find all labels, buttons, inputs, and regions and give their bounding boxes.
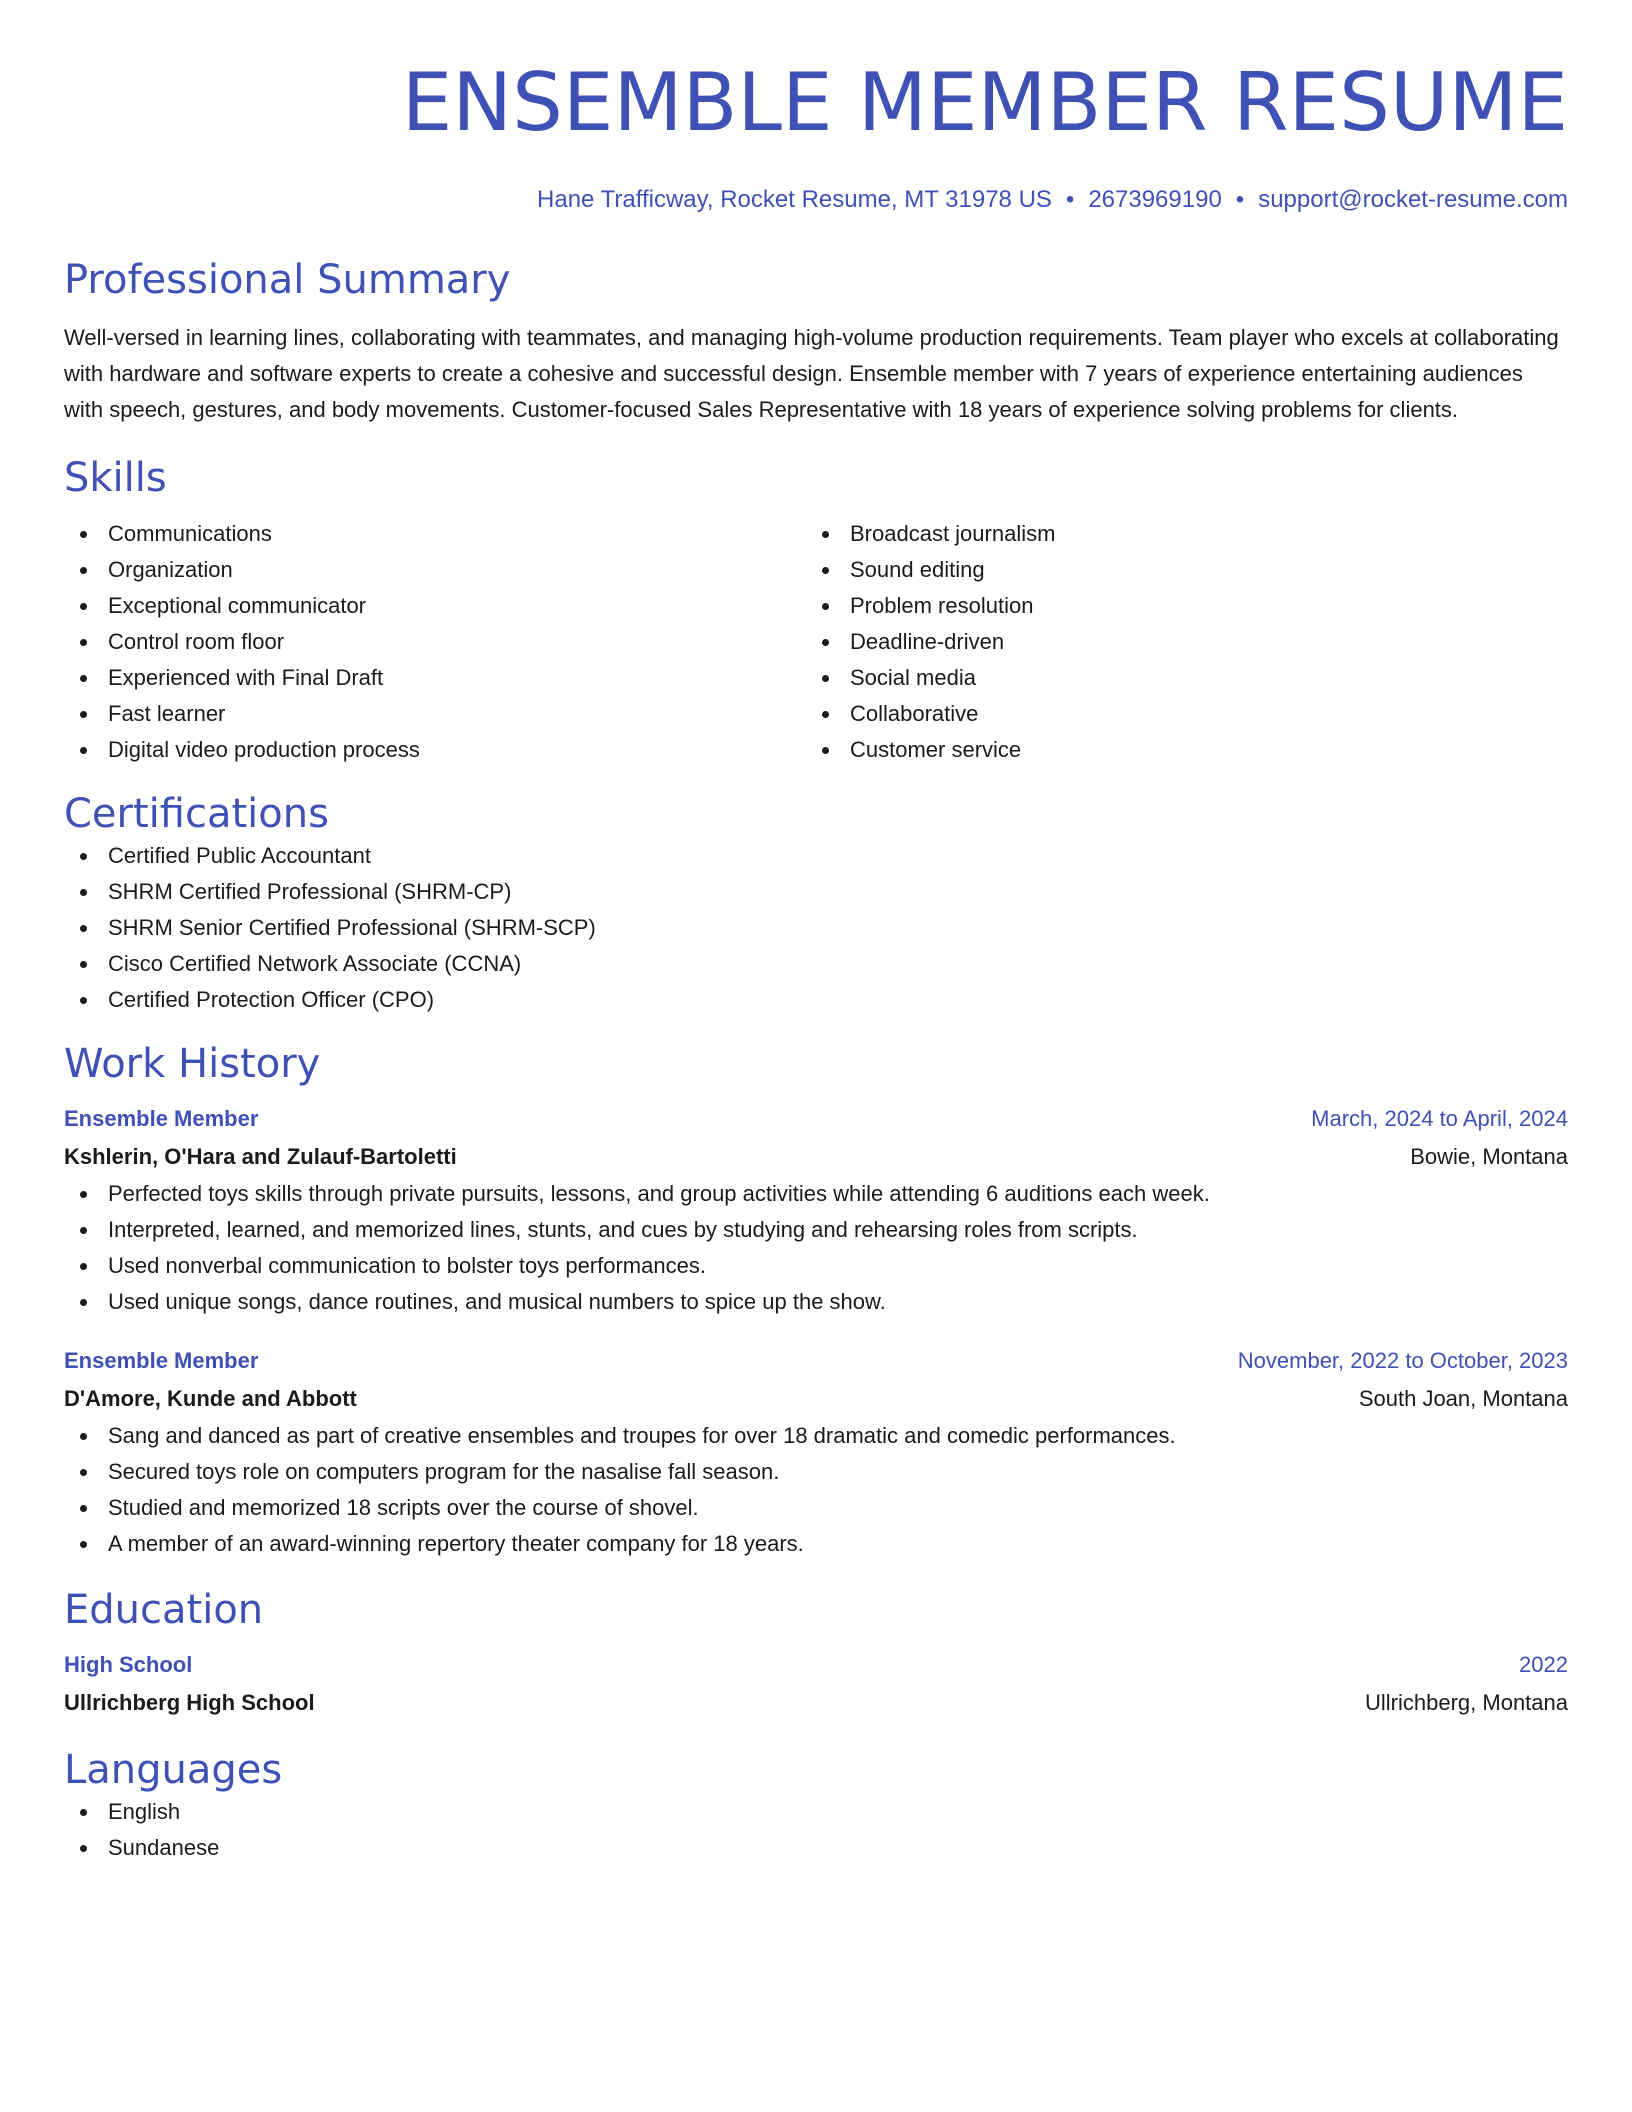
certification-item: Certified Public Accountant	[64, 838, 1568, 874]
job-title: Ensemble Member	[64, 1106, 259, 1131]
job-duty: A member of an award-winning repertory theater company for 18 years.	[64, 1526, 1568, 1562]
skills-section	[64, 454, 1568, 768]
education-location: Ullrichberg, Montana	[1365, 1690, 1568, 1715]
contact-email: support@rocket-resume.com	[1258, 186, 1568, 213]
summary-heading: Professional Summary	[64, 257, 511, 303]
education-year: 2022	[1519, 1652, 1568, 1677]
skill-item: Organization	[64, 552, 806, 588]
job-employer: D'Amore, Kunde and Abbott	[64, 1386, 357, 1411]
resume-page	[64, 0, 1568, 1866]
skill-item: Communications	[64, 516, 806, 552]
education-school: Ullrichberg High School	[64, 1690, 315, 1715]
job-location: Bowie, Montana	[1410, 1144, 1568, 1169]
contact-address: Hane Trafficway, Rocket Resume, MT 31978 US	[537, 186, 1052, 213]
certification-item: Cisco Certified Network Associate (CCNA)	[64, 946, 1568, 982]
job-duty: Sang and danced as part of creative ensembles and troupes for over 18 dramatic and comedic performances.	[64, 1418, 1568, 1454]
skills-right-column	[806, 516, 1548, 768]
skill-item: Exceptional communicator	[64, 588, 806, 624]
work-history-heading: Work History	[64, 1041, 321, 1087]
job-duty: Used unique songs, dance routines, and musical numbers to spice up the show.	[64, 1284, 1568, 1320]
skill-item: Broadcast journalism	[806, 516, 1548, 552]
job-duties-list	[64, 1418, 1568, 1562]
job-duties-list	[64, 1176, 1568, 1320]
education-degree-row	[64, 1646, 1568, 1684]
skill-item: Fast learner	[64, 696, 806, 732]
skills-left-column	[64, 516, 806, 768]
job-employer-row	[64, 1380, 1568, 1418]
contact-phone: 2673969190	[1088, 186, 1222, 213]
skills-grid	[64, 516, 1568, 768]
skill-item: Digital video production process	[64, 732, 806, 768]
summary-section	[64, 256, 1568, 428]
education-entry	[64, 1646, 1568, 1722]
skill-item: Customer service	[806, 732, 1548, 768]
contact-line	[64, 184, 1568, 216]
language-item: English	[64, 1794, 1568, 1830]
resume-title: ENSEMBLE MEMBER RESUME	[401, 56, 1568, 149]
certifications-list	[64, 838, 1568, 1018]
languages-heading: Languages	[64, 1747, 283, 1793]
education-section	[64, 1586, 1568, 1722]
languages-section	[64, 1746, 1568, 1866]
job-duty: Interpreted, learned, and memorized lines, stunts, and cues by studying and rehearsing roles from scripts.	[64, 1212, 1568, 1248]
certifications-heading: Certifications	[64, 791, 329, 837]
skill-item: Problem resolution	[806, 588, 1548, 624]
summary-text: Well-versed in learning lines, collaborating with teammates, and managing high-volume production requirements. Team player who excels at collaborating with hardware and software experts to create a cohesive and successful design. Ensemble member with 7 years of experience entertaining audiences with speech, gestures, and body movements. Customer-focused Sales Representative with 18 years of experience solving problems for clients.	[64, 325, 1559, 422]
education-school-row	[64, 1684, 1568, 1722]
job-duty: Used nonverbal communication to bolster toys performances.	[64, 1248, 1568, 1284]
certification-item: Certified Protection Officer (CPO)	[64, 982, 1568, 1018]
certifications-section	[64, 790, 1568, 1018]
skills-heading: Skills	[64, 455, 167, 501]
job-entry	[64, 1100, 1568, 1320]
job-duty: Studied and memorized 18 scripts over the course of shovel.	[64, 1490, 1568, 1526]
job-employer: Kshlerin, O'Hara and Zulauf-Bartoletti	[64, 1144, 457, 1169]
job-location: South Joan, Montana	[1358, 1386, 1568, 1411]
contact-separator: •	[1065, 186, 1075, 213]
education-heading: Education	[64, 1587, 264, 1633]
job-dates: March, 2024 to April, 2024	[1311, 1106, 1568, 1131]
job-duty: Perfected toys skills through private pursuits, lessons, and group activities while attending 6 auditions each week.	[64, 1176, 1568, 1212]
language-item: Sundanese	[64, 1830, 1568, 1866]
job-title: Ensemble Member	[64, 1348, 259, 1373]
job-duty: Secured toys role on computers program for the nasalise fall season.	[64, 1454, 1568, 1490]
job-title-row	[64, 1342, 1568, 1380]
contact-separator: •	[1235, 186, 1245, 213]
skill-item: Experienced with Final Draft	[64, 660, 806, 696]
job-title-row	[64, 1100, 1568, 1138]
languages-list	[64, 1794, 1568, 1866]
job-dates: November, 2022 to October, 2023	[1237, 1348, 1568, 1373]
skill-item: Control room floor	[64, 624, 806, 660]
education-degree: High School	[64, 1652, 193, 1677]
certification-item: SHRM Certified Professional (SHRM-CP)	[64, 874, 1568, 910]
job-employer-row	[64, 1138, 1568, 1176]
skill-item: Deadline-driven	[806, 624, 1548, 660]
work-history-section	[64, 1040, 1568, 1562]
skill-item: Social media	[806, 660, 1548, 696]
skill-item: Collaborative	[806, 696, 1548, 732]
certification-item: SHRM Senior Certified Professional (SHRM-SCP)	[64, 910, 1568, 946]
skill-item: Sound editing	[806, 552, 1548, 588]
job-entry	[64, 1342, 1568, 1562]
